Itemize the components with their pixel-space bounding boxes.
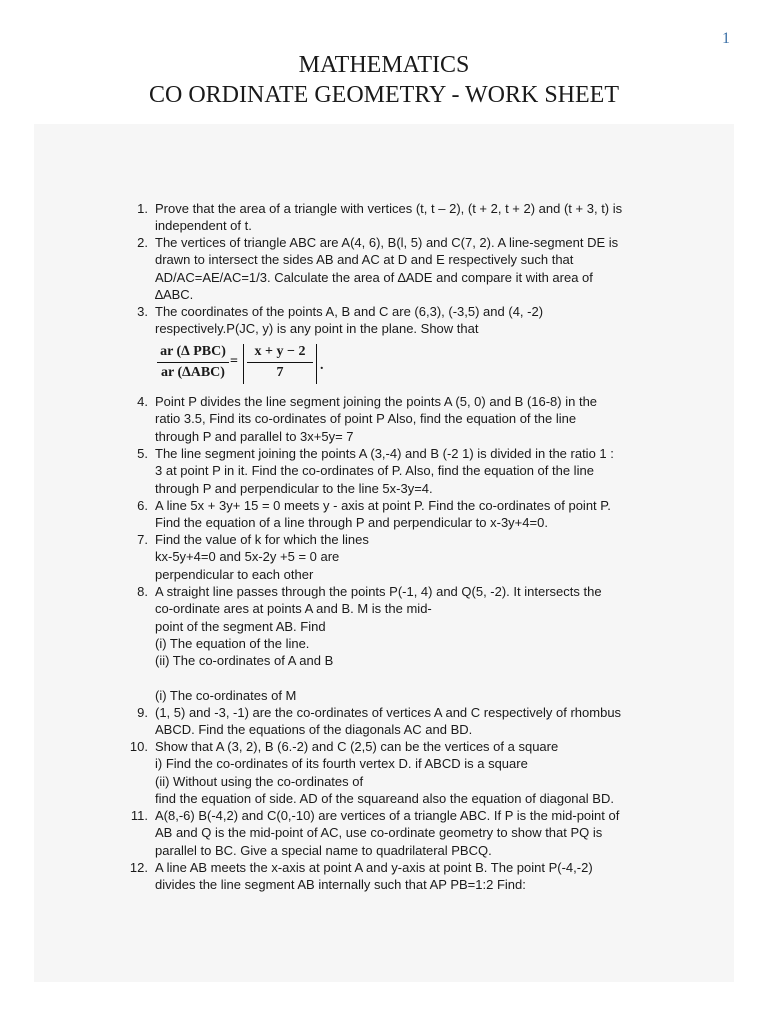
question-line: divides the line segment AB internally such that AP PB=1:2 Find: [155, 877, 526, 893]
abs-bar-left [243, 344, 244, 384]
question-line: AB and Q is the mid-point of AC, use co-ordinate geometry to show that PQ is [155, 825, 603, 841]
formula-numerator: ar (∆ PBC) [157, 344, 229, 363]
abs-bar-right [316, 344, 317, 384]
question-number: 11. [130, 808, 148, 823]
question-line: drawn to intersect the sides AB and AC at D and E respectively such that [155, 252, 574, 268]
question-line: Point P divides the line segment joining the points A (5, 0) and B (16-8) in the [155, 394, 598, 409]
question-line: Show that A (3, 2), B (6.-2) and C (2,5) can be the vertices of a square [155, 739, 559, 754]
question-line: A line AB meets the x-axis at point A and y-axis at point B. The point P(-4,-2) [155, 860, 593, 875]
question-line: 3 at point P in it. Find the co-ordinates of P. Also, find the equation of the line [155, 463, 594, 479]
page-subtitle: CO ORDINATE GEOMETRY - WORK SHEET [149, 82, 619, 108]
question-number: 4. [137, 394, 148, 409]
question-4 [122, 393, 662, 445]
question-line: i) Find the co-ordinates of its fourth vertex D. if ABCD is a square [155, 756, 528, 772]
question-line: parallel to BC. Give a special name to quadrilateral PBCQ. [155, 842, 492, 858]
formula-right-fraction [247, 344, 313, 381]
formula-denominator: ar (∆ABC) [161, 365, 225, 380]
question-6 [122, 497, 662, 532]
question-number: 10. [129, 739, 148, 754]
formula-end: . [320, 358, 324, 373]
question-line: (ii) The co-ordinates of A and B [155, 653, 334, 669]
question-line: point of the segment AB. Find [155, 618, 326, 634]
question-8 [122, 583, 662, 704]
question-line: The coordinates of the points A, B and C are (6,3), (-3,5) and (4, -2) [155, 304, 544, 319]
question-number: 12. [129, 860, 148, 875]
question-number: 6. [137, 498, 148, 513]
question-line: through P and parallel to 3x+5y= 7 [155, 428, 354, 444]
question-line: AD/AC=AE/AC=1/3. Calculate the area of ∆ADE and compare it with area of [155, 269, 593, 285]
formula-equals: = [230, 354, 238, 369]
worksheet-header [0, 50, 768, 110]
question-line: (i) The co-ordinates of M [155, 687, 297, 703]
question-number: 8. [137, 584, 148, 599]
formula-left-fraction [157, 344, 229, 381]
question-number: 3. [137, 304, 148, 319]
question-2 [122, 234, 662, 303]
question-line: through P and perpendicular to the line 5x-3y=4. [155, 480, 433, 496]
question-line: co-ordinate ares at points A and B. M is the mid- [155, 601, 432, 617]
question-number: 7. [137, 532, 148, 547]
question-number: 2. [137, 235, 148, 250]
question-line: The vertices of triangle ABC are A(4, 6), B(l, 5) and C(7, 2). A line-segment DE is [155, 235, 619, 250]
page-number: 1 [722, 30, 730, 47]
question-line: find the equation of side. AD of the squareand also the equation of diagonal BD. [155, 790, 614, 806]
question-line: A straight line passes through the points P(-1, 4) and Q(5, -2). It intersects the [155, 584, 602, 599]
question-12 [122, 859, 662, 894]
question-3 [122, 303, 662, 338]
question-line: independent of t. [155, 218, 252, 234]
question-line: Prove that the area of a triangle with vertices (t, t – 2), (t + 2, t + 2) and (t + 3, t) is [155, 201, 623, 216]
formula-numerator: x + y − 2 [247, 344, 313, 363]
formula-denominator: 7 [276, 365, 284, 380]
question-line: ABCD. Find the equations of the diagonals AC and BD. [155, 722, 473, 738]
question-line: (i) The equation of the line. [155, 635, 310, 651]
question-line: respectively.P(JC, y) is any point in the plane. Show that [155, 321, 479, 337]
question-line: ∆ABC. [155, 286, 194, 302]
question-9 [122, 704, 662, 739]
question-line: Find the equation of a line through P and perpendicular to x-3y+4=0. [155, 515, 548, 531]
question-line: A(8,-6) B(-4,2) and C(0,-10) are vertices of a triangle ABC. If P is the mid-point of [155, 808, 620, 823]
question-line: perpendicular to each other [155, 566, 314, 582]
question-1 [122, 200, 662, 235]
question-line: (1, 5) and -3, -1) are the co-ordinates of vertices A and C respectively of rhombus [155, 705, 622, 720]
question-10 [122, 738, 662, 807]
page-title: MATHEMATICS [298, 52, 470, 78]
question-5 [122, 445, 662, 497]
question-line: kx-5y+4=0 and 5x-2y +5 = 0 are [155, 549, 340, 565]
question-number: 9. [137, 705, 148, 720]
question-number: 1. [137, 201, 148, 216]
question-line: ratio 3.5, Find its co-ordinates of point P Also, find the equation of the line [155, 411, 577, 427]
question-line: Find the value of k for which the lines [155, 532, 369, 547]
question-number: 5. [137, 446, 148, 461]
question-line: The line segment joining the points A (3,-4) and B (-2 1) is divided in the ratio 1 : [155, 446, 614, 461]
question-line: A line 5x + 3y+ 15 = 0 meets y - axis at point P. Find the co-ordinates of point P. [155, 498, 611, 513]
question-line [155, 669, 662, 686]
question-line: (ii) Without using the co-ordinates of [155, 773, 364, 789]
question-11 [122, 807, 662, 859]
question-7 [122, 531, 662, 583]
